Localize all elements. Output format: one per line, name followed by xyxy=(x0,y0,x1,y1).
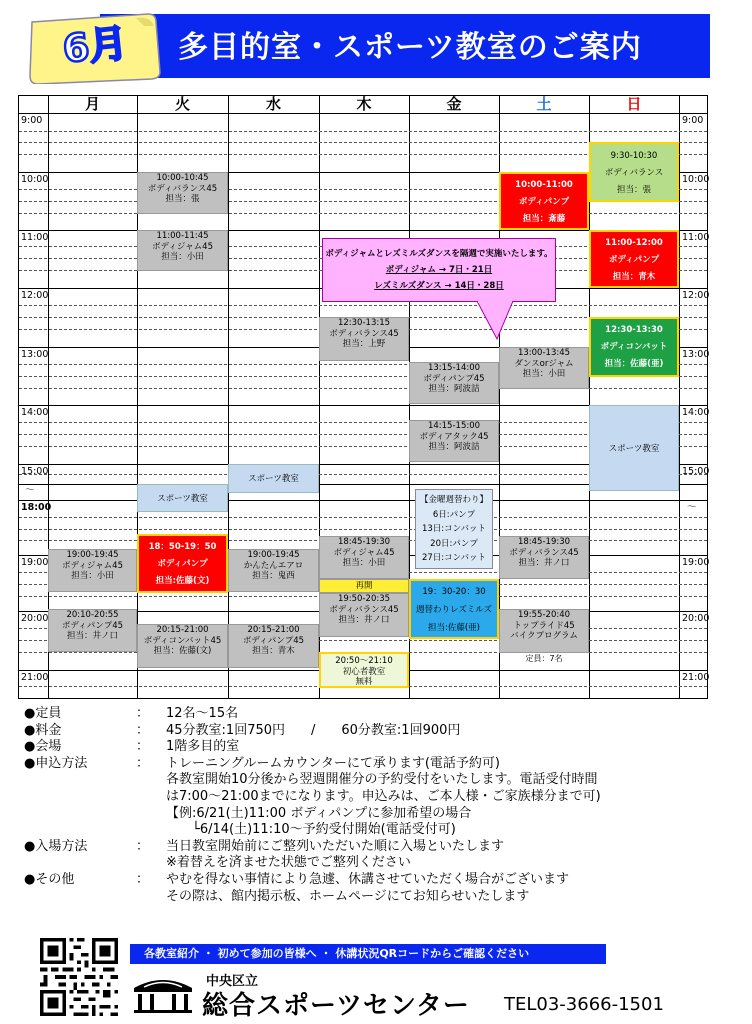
sports-center-logo-icon xyxy=(130,970,196,1014)
time-label: 20:00 xyxy=(21,613,49,624)
time-label: 9:00 xyxy=(682,115,704,126)
time-break-mark: 〜 xyxy=(25,485,35,496)
class-block: 18:45-19:30 ボディジャム45 担当：小田 xyxy=(319,536,409,579)
qr-code-icon[interactable] xyxy=(40,938,118,1016)
class-block: 11:00-12:00 ボディパンプ 担当：青木 xyxy=(589,230,679,288)
time-label: 21:00 xyxy=(21,672,49,683)
class-block: 10:00-11:00 ボディパンプ 担当：斎藤 xyxy=(499,172,589,230)
class-block: 10:00-10:45 ボディバランス45 担当：張 xyxy=(137,172,228,214)
class-block: 19:00-19:45 ボディジャム45 担当：小田 xyxy=(48,549,137,592)
class-block: 9:30-10:30 ボディバランス 担当：張 xyxy=(589,142,679,202)
time-label: 13:00 xyxy=(682,349,710,360)
notice-callout: ボディジャムとレズミルズダンスを隔週で実施いたします。 ボディジャム → 7日・21日 レズミルズダンス → 14日・28日 xyxy=(322,238,556,302)
time-label: 12:00 xyxy=(682,290,710,301)
time-break-mark: 〜 xyxy=(687,502,697,513)
class-block: 20:15-21:00 ボディパンプ45 担当：青木 xyxy=(228,624,319,668)
time-label: 20:00 xyxy=(682,613,710,624)
time-label: 14:00 xyxy=(682,407,710,418)
info-notes: ●定員 ： 12名〜15名 ●料金 ： 45分教室:1回750円 / 60分教室:1回900円 ●会場 ： 1階多目的室 ●申込方法 ： トレーニングルームカウンターにて承ります(電話予約可) 各教室開始10分後から翌週開催分の予約受付をいたします。電話受付時間 は7:00〜21:00までになります。申込みは、ご本人様・ご家族様分まで可) 【例:6/21(土)11:00 ボディパンプに参加希望の場合 └6/14(土)11:10〜予約受付開始(電話受付可) ●入場方法 ： 当日教室開始前にご整列いただいた順に入場といたします ※着替えを済ませた状態でご整列ください ●その他 ： やむを得ない事情により急遽、休講させていただく場合がございます その際は、館内掲示板、ホームページにてお知らせいたします xyxy=(24,706,601,904)
class-block: 13:15-14:00 ボディパンプ45 担当：阿波詰 xyxy=(409,362,499,404)
phone-number[interactable]: TEL03-3666-1501 xyxy=(504,994,664,1015)
day-header-mon: 月 xyxy=(84,95,100,113)
friday-rotation-note: 【金曜週替わり】 6日:パンプ 13日:コンバット 20日:パンプ 27日:コンバット xyxy=(415,489,493,569)
class-block: 12:30-13:30 ボディコンバット 担当：佐藤(亜) xyxy=(589,317,679,377)
time-label: 14:00 xyxy=(21,407,49,418)
class-block: 11:00-11:45 ボディジャム45 担当：小田 xyxy=(137,230,228,271)
class-block: 20:10-20:55 ボディパンプ45 担当：井ノ口 xyxy=(48,609,137,652)
day-header-sat: 土 xyxy=(536,95,552,113)
class-block: 19：30-20：30 週替わりレズミルズ 担当:佐藤(亜) xyxy=(409,579,499,639)
page-title: 多目的室・スポーツ教室のご案内 xyxy=(178,30,642,65)
qr-info-banner: 各教室紹介 ・ 初めて参加の皆様へ ・ 休講状況QRコードからご確認ください xyxy=(130,944,606,964)
time-label: 10:00 xyxy=(21,174,49,185)
class-block: 19:50-20:35 ボディバランス45 担当：井ノ口 xyxy=(319,593,409,637)
time-label: 10:00 xyxy=(682,174,710,185)
class-block: 20:15-21:00 ボディコンバット45 担当：佐藤(文) xyxy=(137,624,228,668)
org-name: 総合スポーツセンター xyxy=(202,991,470,1021)
time-label: 13:00 xyxy=(21,349,49,360)
month-label: 6月 xyxy=(60,20,130,72)
class-block: 12:30-13:15 ボディバランス45 担当：上野 xyxy=(319,317,409,361)
day-header-tue: 火 xyxy=(174,95,190,113)
timetable-grid xyxy=(18,95,708,699)
time-label: 12:00 xyxy=(21,290,49,301)
capacity-label: 定員：7名 xyxy=(525,654,563,663)
class-block: 19:00-19:45 かんたんエアロ 担当：鬼西 xyxy=(228,549,319,592)
class-block: 20:50〜21:10 初心者教室 無料 xyxy=(319,652,409,688)
time-label: 11:00 xyxy=(682,232,710,243)
time-label: 11:00 xyxy=(21,232,49,243)
time-label: 19:00 xyxy=(682,557,710,568)
day-header-wed: 水 xyxy=(265,95,281,113)
class-block: 18:45-19:30 ボディバランス45 担当：井ノ口 xyxy=(499,536,589,579)
org-prefix: 中央区立 xyxy=(206,974,259,989)
sports-class-block: スポーツ教室 xyxy=(589,405,679,491)
sports-class-block: スポーツ教室 xyxy=(228,464,319,493)
callout-tail-shape xyxy=(475,301,515,341)
day-header-sun: 日 xyxy=(626,95,642,113)
day-header-fri: 金 xyxy=(446,95,462,113)
time-label: 9:00 xyxy=(21,115,43,126)
class-block: 14:15-15:00 ボディアタック45 担当：阿波詰 xyxy=(409,420,499,462)
day-header-thu: 木 xyxy=(356,95,372,113)
time-label: 21:00 xyxy=(682,672,710,683)
sports-class-block: スポーツ教室 xyxy=(137,484,228,512)
class-block: 13:00-13:45 ダンスorジャム 担当：小田 xyxy=(499,347,589,389)
time-label: 15:00 xyxy=(682,466,710,477)
reopen-label: 再開 xyxy=(319,579,409,593)
time-label: 15:00 xyxy=(21,466,49,477)
class-block: 19:55-20:40 トップライド45 バイクプログラム xyxy=(499,609,589,653)
time-label: 19:00 xyxy=(21,557,49,568)
time-label: 18:00 xyxy=(21,502,52,513)
class-block: 18：50-19：50 ボディパンプ 担当:佐藤(文) xyxy=(137,534,228,593)
